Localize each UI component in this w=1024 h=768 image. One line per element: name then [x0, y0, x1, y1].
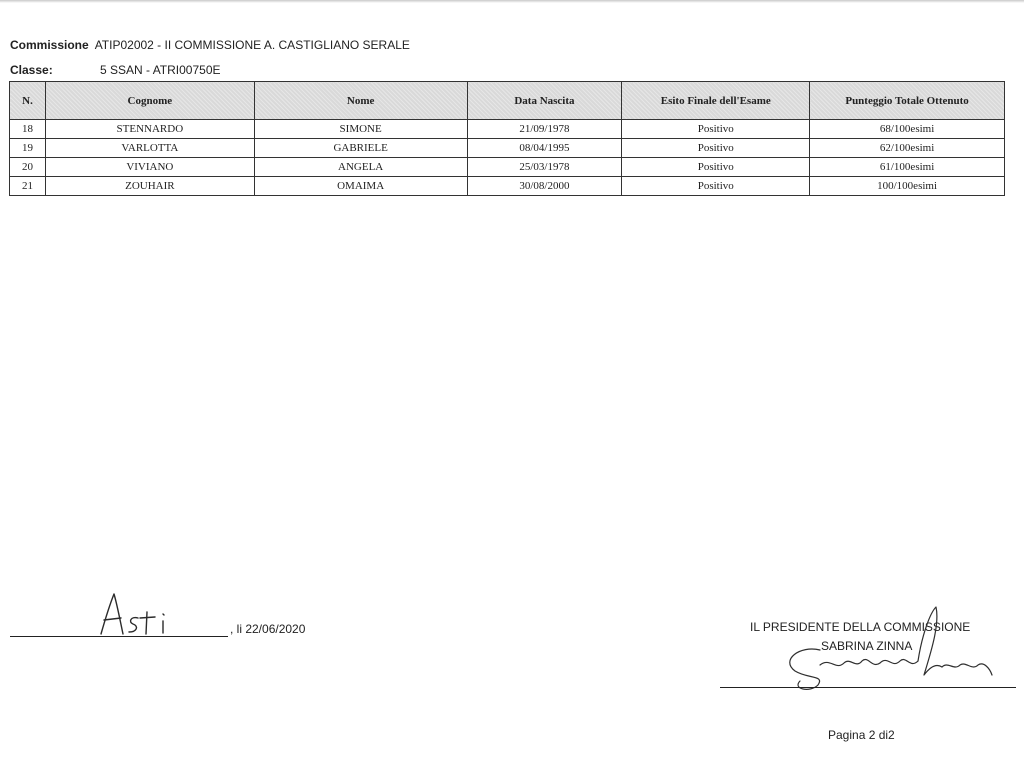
cell-numero: 19 [10, 139, 46, 158]
cell-punteggio: 68/100esimi [810, 120, 1005, 139]
column-header-data-nascita: Data Nascita [467, 82, 622, 120]
cell-numero: 20 [10, 158, 46, 177]
table-row [10, 158, 1005, 177]
cell-data-nascita: 21/09/1978 [467, 120, 622, 139]
cell-punteggio: 100/100esimi [810, 177, 1005, 196]
cell-data-nascita: 08/04/1995 [467, 139, 622, 158]
cell-nome: GABRIELE [254, 139, 467, 158]
commissione-label: Commissione [10, 38, 89, 52]
cell-cognome: VIVIANO [45, 158, 254, 177]
cell-data-nascita: 30/08/2000 [467, 177, 622, 196]
column-header-esito: Esito Finale dell'Esame [622, 82, 810, 120]
page-number: Pagina 2 di2 [828, 728, 895, 742]
table-row [10, 120, 1005, 139]
cell-cognome: VARLOTTA [45, 139, 254, 158]
table-row [10, 139, 1005, 158]
president-signature [780, 605, 995, 695]
classe-value: 5 SSAN - ATRI00750E [100, 63, 221, 77]
commissione-line [10, 38, 410, 52]
cell-esito: Positivo [622, 177, 810, 196]
cell-data-nascita: 25/03/1978 [467, 158, 622, 177]
cell-nome: OMAIMA [254, 177, 467, 196]
classe-label: Classe: [10, 63, 53, 77]
classe-line [10, 63, 221, 77]
handwritten-place-asti [95, 590, 185, 638]
cell-cognome: STENNARDO [45, 120, 254, 139]
column-header-numero: N. [10, 82, 46, 120]
scan-edge [0, 0, 1024, 3]
column-header-cognome: Cognome [45, 82, 254, 120]
cell-esito: Positivo [622, 120, 810, 139]
column-header-punteggio: Punteggio Totale Ottenuto [810, 82, 1005, 120]
cell-numero: 21 [10, 177, 46, 196]
place-date-text: , li 22/06/2020 [230, 622, 306, 636]
president-title: IL PRESIDENTE DELLA COMMISSIONE [750, 620, 971, 634]
table-row [10, 177, 1005, 196]
signature-line [720, 687, 1016, 688]
cell-cognome: ZOUHAIR [45, 177, 254, 196]
cell-punteggio: 61/100esimi [810, 158, 1005, 177]
cell-nome: SIMONE [254, 120, 467, 139]
table-header-row [10, 82, 1005, 120]
column-header-nome: Nome [254, 82, 467, 120]
cell-nome: ANGELA [254, 158, 467, 177]
cell-punteggio: 62/100esimi [810, 139, 1005, 158]
cell-numero: 18 [10, 120, 46, 139]
cell-esito: Positivo [622, 139, 810, 158]
commissione-value: ATIP02002 - II COMMISSIONE A. CASTIGLIANO SERALE [94, 38, 410, 52]
place-underline [10, 636, 228, 637]
results-table [9, 81, 1005, 196]
cell-esito: Positivo [622, 158, 810, 177]
president-name: SABRINA ZINNA [821, 639, 913, 653]
